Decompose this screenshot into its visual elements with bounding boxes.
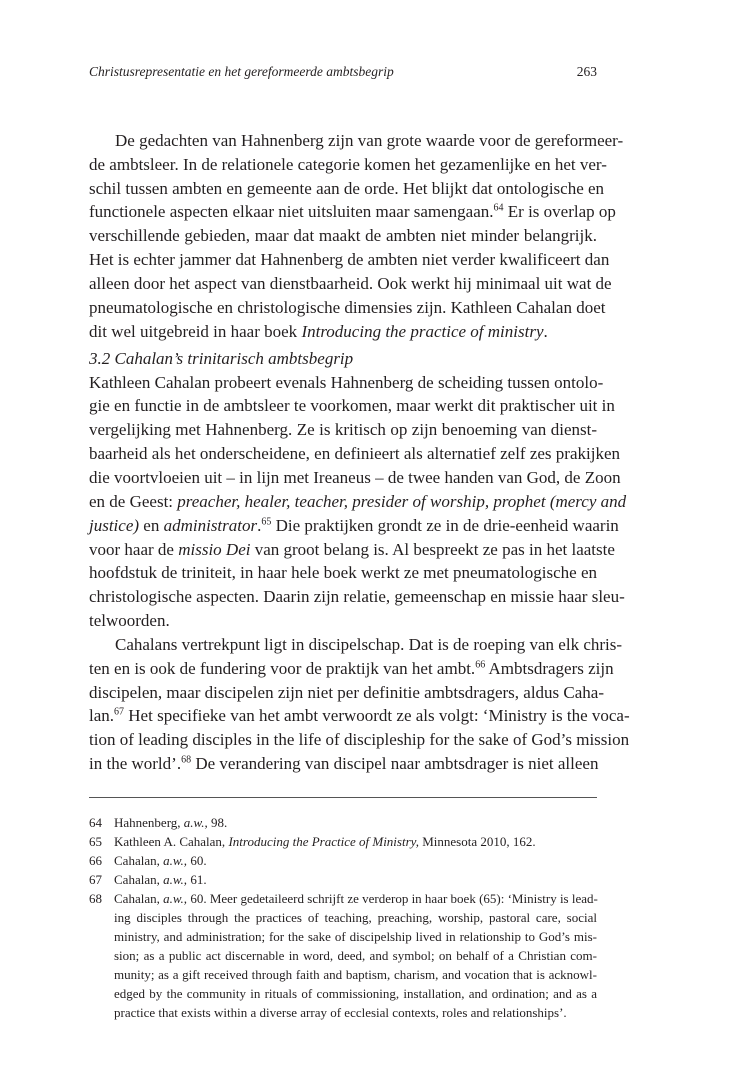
footnote-64: 64 Hahnenberg, a.w., 98. [89,815,228,830]
paragraph-3-line: discipelen, maar discipelen zijn niet per definitie ambtsdragers, aldus Caha- [89,683,605,702]
paragraph-1-line: pneumatologische en christologische dimensies zijn. Kathleen Cahalan doet [89,298,606,317]
footnote-68-line: sion; as a public act discernable in word, deed, and symbol; on behalf of a Christian com- [114,948,597,963]
section-heading: 3.2 Cahalan’s trinitarisch ambtsbegrip [89,349,354,368]
paragraph-1-line: Het is echter jammer dat Hahnenberg de ambten niet verder kwalificeert dan [89,250,610,269]
footnote-ref-66[interactable]: 66 [475,659,486,671]
paragraph-3-line: tion of leading disciples in the life of discipleship for the sake of God’s mission [89,730,630,749]
paragraph-1-line: dit wel uitgebreid in haar boek Introducing the practice of ministry. [89,322,548,341]
paragraph-1-line: De gedachten van Hahnenberg zijn van grote waarde voor de gereformeer- [115,131,624,150]
paragraph-1-line: functionele aspecten elkaar niet uitsluiten maar samengaan.$^{64}$ Er is overlap op [89,202,616,221]
paragraph-2-line: baarheid als het onderscheidene, en definieert als alternatief zelf zes prakijken [89,444,620,463]
footnote-ref-68[interactable]: 68 [181,754,192,766]
running-header [89,63,597,81]
footnote-ref-65[interactable]: 65 [261,516,272,528]
paragraph-2-line: voor haar de missio Dei van groot belang is. Al bespreekt ze pas in het laatste [89,540,615,559]
paragraph-3-line: in the world’.$^{68}$ De verandering van discipel naar ambtsdrager is niet alleen [89,754,599,773]
paragraph-2-line: Kathleen Cahalan probeert evenals Hahnenberg de scheiding tussen ontolo- [89,373,604,392]
footnote-68: 68 Cahalan, a.w., 60. Meer gedetaileerd schrijft ze verderop in haar boek (65): ‘Ministry is lead- [89,891,598,906]
paragraph-3-line: lan.$^{67}$ Het specifieke van het ambt verwoordt ze als volgt: ‘Ministry is the voca- [89,706,630,725]
book-title: Introducing the practice of ministry [301,322,544,341]
footnote-66: 66 Cahalan, a.w., 60. [89,853,207,868]
paragraph-1-line: alleen door het aspect van dienstbaarheid. Ook werkt hij minimaal uit wat de [89,274,612,293]
paragraph-2-line: die voortvloeien uit – in lijn met Ireaneus – de twee handen van God, de Zoon [89,468,621,487]
paragraph-1-line: schil tussen ambten en gemeente aan de orde. Het blijkt dat ontologische en [89,179,605,198]
footnote-65: 65 Kathleen A. Cahalan, Introducing the Practice of Ministry, Minnesota 2010, 162. [89,834,536,849]
paragraph-2-line: christologische aspecten. Daarin zijn relatie, gemeenschap en missie haar sleu- [89,587,625,606]
paragraph-3-line: ten en is ook de fundering voor de praktijk van het ambt.$^{66}$ Ambtsdragers zijn [89,659,614,678]
footnote-ref-64[interactable]: 64 [493,202,504,214]
footnote-68-line: ministry, and administration; for the sake of discipelship lived in relationship to God’s mis- [114,929,597,944]
paragraph-2-line: justice) en administrator.$^{65}$ Die praktijken grondt ze in de drie-eenheid waarin [89,516,619,535]
footnote-68-line: ing disciples through the practices of teaching, preaching, worship, pastoral care, social [114,910,597,925]
footnote-68-line: practice that exists within a diverse array of ecclesial contexts, roles and relationships’. [114,1005,567,1020]
footnote-67: 67 Cahalan, a.w., 61. [89,872,207,887]
paragraph-2-line: telwoorden. [89,611,170,630]
running-title: Christusrepresentatie en het gereformeerde ambtsbegrip [89,64,394,79]
paragraph-3-line: Cahalans vertrekpunt ligt in discipelschap. Dat is de roeping van elk chris- [115,635,623,654]
footnote-68-line: edged by the community in rituals of commissioning, installation, and ordination; and as a [114,986,597,1001]
footnote-ref-67[interactable]: 67 [114,706,125,718]
paragraph-2-line: hoofdstuk de triniteit, in haar hele boek werkt ze met pneumatologische en [89,563,597,582]
footnote-68-line: munity; as a gift received through faith and baptism, charism, and vocation that is acknowl- [114,967,597,982]
paragraph-2-line: gie en functie in de ambtsleer te voorkomen, maar werkt dit praktischer uit in [89,396,615,415]
paragraph-1-line: verschillende gebieden, maar dat maakt de ambten niet minder belangrijk. [89,226,597,245]
paragraph-2-line: vergelijking met Hahnenberg. Ze is kritisch op zijn benoeming van dienst- [89,420,597,439]
paragraph-1-line: de ambtsleer. In de relationele categorie komen het gezamenlijke en het ver- [89,155,607,174]
paragraph-2-line: en de Geest: preacher, healer, teacher, presider of worship, prophet (mercy and [89,492,627,511]
page-number: 263 [576,64,597,79]
footnote-divider [89,797,597,798]
